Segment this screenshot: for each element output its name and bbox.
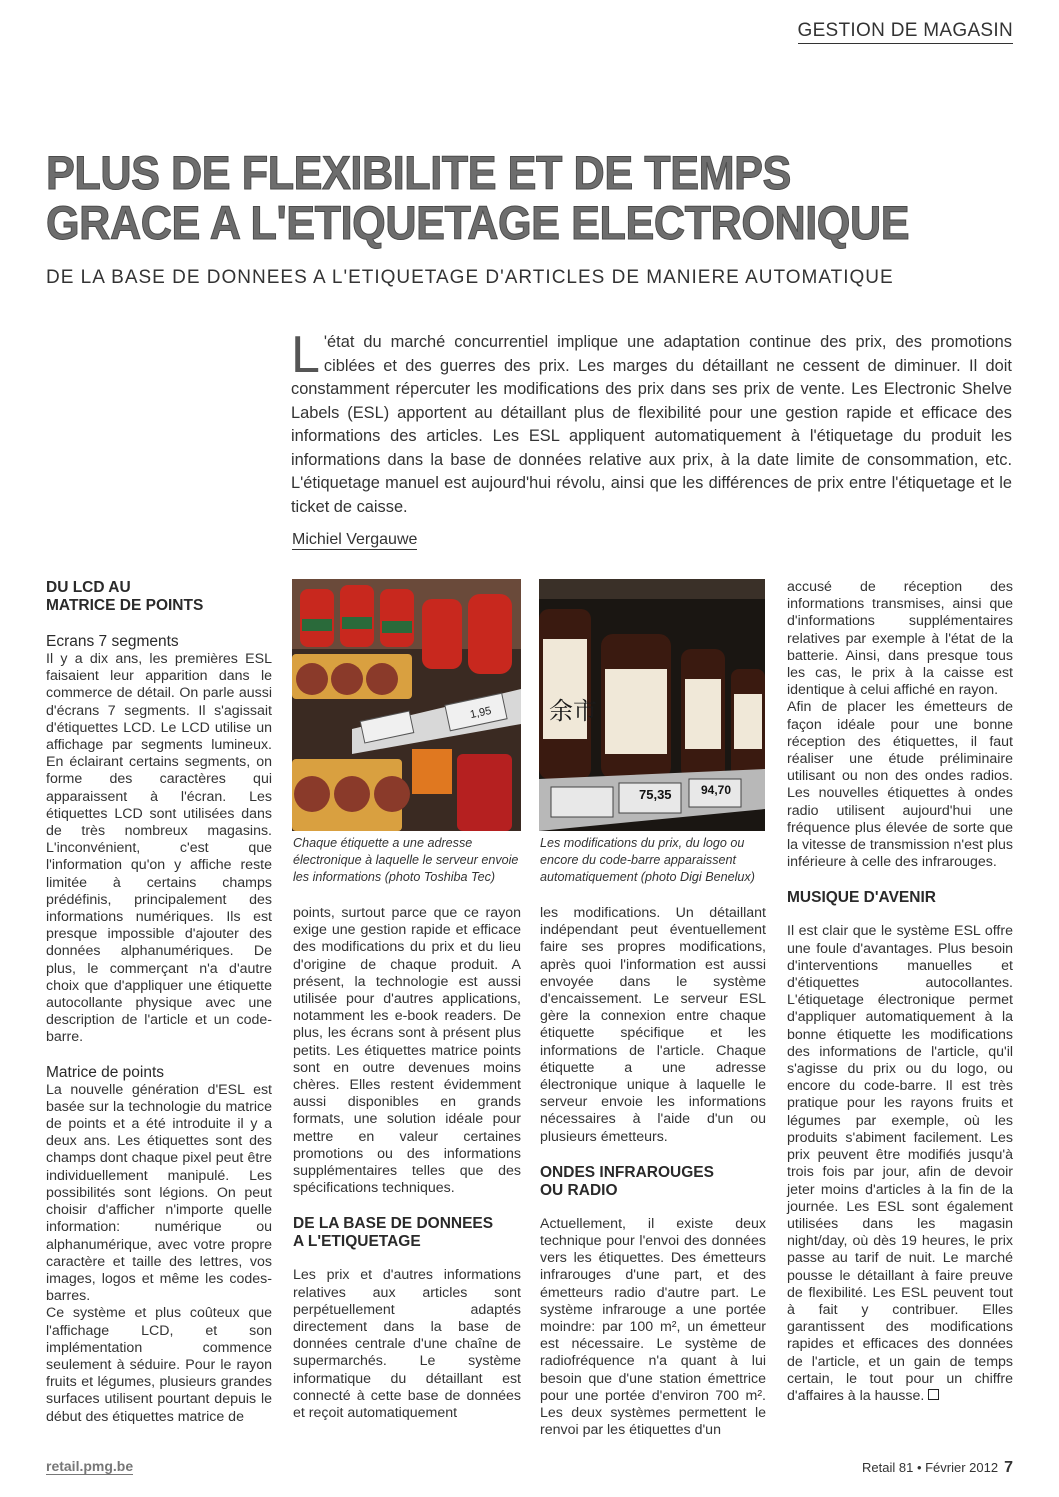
paragraph-col3-2: Actuellement, il existe deux technique pour l'envoi des données vers les étiquettes. Des émetteurs infrarouges d'une part, et des émetteurs radio d'autre part. Le système infrarouge a une portée moindre: par 100 m², un émetteur est nécessaire. Le système de radiofréquence n'a quant à lui besoin que d'une station émettrice pour une portée d'environ 700 m². Les deux systèmes permettent le renvoi par les étiquettes d'un [540, 1215, 766, 1439]
footer-website: retail.pmg.be [46, 1458, 134, 1474]
photo-toshiba-shelf [292, 579, 521, 831]
paragraph-col4-3 [787, 923, 1013, 1405]
page-number: 7 [1004, 1459, 1013, 1476]
title-line-2: GRACE A L'ETIQUETAGE ELECTRONIQUE [46, 196, 910, 249]
heading-base-line-2: A L'ETIQUETAGE [293, 1233, 421, 1251]
subheading-ecrans: Ecrans 7 segments [46, 633, 179, 650]
photo-digi-bottles [539, 579, 765, 831]
column-2 [293, 905, 521, 1422]
section-rubric: GESTION DE MAGASIN [798, 20, 1014, 44]
author-byline: Michiel Vergauwe [292, 531, 418, 548]
heading-base-line-1: DE LA BASE DE DONNEES [293, 1215, 494, 1233]
caption-photo-1: Chaque étiquette a une adresse électronique à laquelle le serveur envoie les informations (photo Toshiba Tec) [293, 836, 519, 884]
paragraph-col2-2: Les prix et d'autres informations relatives aux articles sont perpétuellement adaptés directement dans la base de données centrale d'une chaîne de supermarchés. Le système informatique du détaillant est connecté à cette base de données et reçoit automatiquement [293, 1267, 521, 1422]
heading-ondes-line-2: OU RADIO [540, 1181, 618, 1199]
article-subtitle: DE LA BASE DE DONNEES A L'ETIQUETAGE D'ARTICLES DE MANIERE AUTOMATIQUE [46, 267, 894, 288]
heading-ondes-line-1: ONDES INFRAROUGES [540, 1163, 714, 1181]
article-intro [291, 326, 1012, 519]
end-of-article-icon [928, 1389, 939, 1400]
article-title [46, 148, 948, 248]
footer-issue [862, 1459, 1013, 1477]
heading-musique: MUSIQUE D'AVENIR [787, 889, 936, 907]
heading-lcd-line-1: DU LCD AU [46, 579, 131, 596]
paragraph-col4-2: Afin de placer les émetteurs de façon idéale pour une bonne réception des étiquettes, il faut réaliser une étude préliminaire utilisant ou non des ondes radios. Les nouvelles étiquettes à ondes radio utilisent aujourd'hui une fréquence plus élevée de sorte que la vitesse de transmission n'est plus inférieure à celle des infrarouges. [787, 699, 1013, 871]
paragraph-ecrans: Il y a dix ans, les premières ESL faisaient leur apparition dans le commerce de détail. On parle aussi d'écrans 7 segments. Il s'agissait d'étiquettes LCD. Le LCD utilise un affichage par segments lumineux. En éclairant certains segments, on forme des caractères qui apparaissent à l'écran. Les étiquettes LCD sont utilisées dans de très nombreux magasins. L'inconvénient, c'est que l'information qu'on y affiche reste limitée à certains champs prédéfinis, principalement des informations numériques. Ils est presque impossible d'ajouter des données alphanumériques. De plus, le commerçant n'a d'autre choix que d'appliquer une étiquette autocollante physique avec une description de l'article et un code-barre. [46, 651, 272, 1046]
heading-lcd-line-2: MATRICE DE POINTS [46, 597, 204, 614]
column-1 [46, 579, 272, 1426]
column-4 [787, 579, 1013, 1405]
footer-issue-text: Retail 81 • Février 2012 [862, 1460, 999, 1475]
paragraph-col3-1: les modifications. Un détaillant indépendant peut éventuellement faire ses propres modifications, après quoi l'information est aussi envoyée dans le système d'encaissement. Le serveur ESL gère la connexion entre chaque étiquette spécifique et les informations de l'article. Chaque étiquette a une adresse électronique unique à laquelle le serveur envoie les informations nécessaires à l'aide d'un ou plusieurs émetteurs. [540, 905, 766, 1145]
subheading-matrice: Matrice de points [46, 1063, 165, 1081]
paragraph-col4-1: accusé de réception des informations transmises, ainsi que d'informations supplémentaires relatives par exemple à l'état de la batterie. Ainsi, dans presque tous les cas, le prix à la caisse est identique à celui affiché en rayon. [787, 579, 1013, 699]
shelf-label-price-2: 75,35 [639, 787, 672, 802]
title-line-1: PLUS DE FLEXIBILITE ET DE TEMPS [46, 146, 791, 199]
bottle-label-text: 余市 [549, 697, 597, 725]
paragraph-matrice-2: Ce système et plus coûteux que l'affichage LCD, et son implémentation commence seulement à séduire. Pour le rayon fruits et légumes, plusieurs grandes surfaces utilisent pourtant depuis le début des étiquettes matrice de [46, 1305, 272, 1425]
intro-text: 'état du marché concurrentiel implique une adaptation continue des prix, des promotions ciblées et des guerres des prix. Les marges du détaillant ne cessent de diminuer. Il doit constamment répercuter les modifications des prix dans ses prix de vente. Les Electronic Shelve Labels (ESL) apportent au détaillant plus de flexibilité pour une gestion rapide et efficace des informations des articles. Les ESL appliquent automatiquement à l'étiquetage du produit les informations dans la base de données relative aux prix, à la date limite de consommation, etc. L'étiquetage manuel est aujourd'hui révolu, ainsi que les différences de prix entre l'étiquetage et le ticket de caisse. [291, 333, 1012, 516]
paragraph-matrice-1: La nouvelle génération d'ESL est basée sur la technologie du matrice de points et a été introduite il y a deux ans. Les étiquettes sont des champs dont chaque pixel peut être individuellement manipulé. Les possibilités sont légions. On peut choisir d'afficher n'importe quelle information: numérique ou alphanumérique, avec votre propre caractère et taille des lettres, vos images, logos et même les codes-barres. [46, 1081, 272, 1305]
drop-cap: L [291, 326, 320, 384]
column-3 [540, 905, 766, 1439]
paragraph-col2-1: points, surtout parce que ce rayon exige une gestion rapide et efficace des modifications du prix et du lieu d'origine de chaque produit. A présent, la technologie est aussi utilisée pour d'autres applications, notamment les e-book readers. De plus, les écrans sont à présent plus petits. Les étiquettes matrice points sont en outre devenues moins chères. Elles restent évidemment aussi disponibles en grands formats, une solution idéale pour mettre en valeur certaines promotions ou des informations supplémentaires telles que des spécifications techniques. [293, 905, 521, 1197]
caption-photo-2: Les modifications du prix, du logo ou encore du code-barre apparaissent automatiquement (photo Digi Benelux) [540, 836, 755, 884]
shelf-label-price-3: 94,70 [701, 783, 732, 797]
shelf-label-price-1: 1,95 [468, 704, 493, 722]
paragraph-col4-3-text: Il est clair que le système ESL offre une foule d'avantages. Plus besoin d'interventions manuelles et d'étiquettes autocollantes. L'étiquetage électronique permet d'appliquer automatiquement à la bonne étiquette les modifications des informations de l'article, qu'il s'agisse du prix ou du logo, ou encore du code-barre. Il est très pratique pour les rayons fruits et légumes par exemple, où les produits s'abiment facilement. Les prix peuvent être modifiés jusqu'à trois fois par jour, afin de devoir jeter moins d'articles à la fin de la journée. Les ESL sont également utilisées dans les magasin night/day, où dès 19 heures, le prix passe au tarif de nuit. Le marché pousse le détaillant à faire preuve de flexibilité. Les ESL peuvent tout à fait y contribuer. Elles garantissent des modifications rapides et efficaces des données de l'article, et un gain de temps certain, le tout pour un chiffre d'affaires à la hausse. [787, 923, 1013, 1404]
